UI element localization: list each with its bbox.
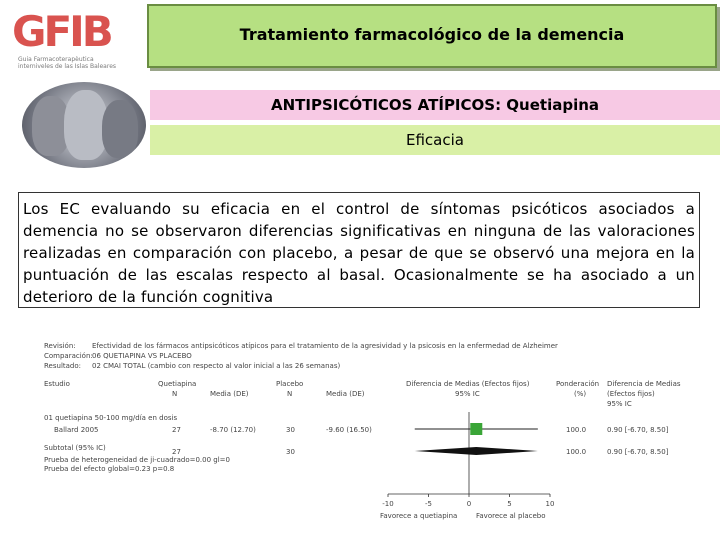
face-shape-right — [102, 100, 138, 158]
subtotal-label: Subtotal (95% IC) — [44, 444, 106, 452]
forest-plot — [0, 318, 720, 540]
subtotal-weight: 100.0 — [566, 448, 587, 456]
favours-right-label: Favorece al placebo — [476, 512, 546, 520]
header-placebo: Placebo — [276, 380, 304, 388]
slide-title: Tratamiento farmacológico de la demencia — [239, 24, 625, 44]
x-tick-label-2: 0 — [466, 500, 472, 508]
logo-subtitle-line2: interniveles de las Islas Baleares — [18, 63, 117, 70]
header-quetiapine: Quetiapina — [158, 380, 197, 388]
study-name: Ballard 2005 — [54, 426, 99, 434]
x-tick-label-1: -5 — [425, 500, 432, 508]
header-diff-ci: 95% IC — [455, 390, 480, 398]
drug-title: ANTIPSICÓTICOS ATÍPICOS: Quetiapina — [270, 96, 600, 114]
header-quetiapine-mean: Media (DE) — [210, 390, 249, 398]
header-diff2-b: (Efectos fijos) — [607, 390, 655, 398]
forest-plot-svg — [0, 318, 720, 540]
subtotal-q-n: 27 — [172, 448, 181, 456]
study-p-mean: -9.60 (16.50) — [326, 426, 372, 434]
review-text: Efectividad de los fármacos antipsicóticos atípicos para el tratamiento de la agresividad y la psicosis en la enfermedad de Alzheimer — [92, 342, 558, 350]
effect-plot-area — [382, 412, 554, 508]
study-p-n: 30 — [286, 426, 295, 434]
study-effect-square — [470, 423, 482, 435]
drug-title-bar — [150, 90, 720, 120]
header-diff: Diferencia de Medias (Efectos fijos) — [406, 380, 530, 388]
overall-effect-test: Prueba del efecto global=0.23 p=0.8 — [44, 465, 175, 473]
subtotal-p-n: 30 — [286, 448, 295, 456]
subtotal-ci: 0.90 [-6.70, 8.50] — [607, 448, 669, 456]
outcome-text: 02 CMAI TOTAL (cambio con respecto al valor inicial a las 26 semanas) — [92, 362, 341, 370]
header-diff2: Diferencia de Medias — [607, 380, 681, 388]
logo-prefix: G — [12, 7, 44, 56]
x-tick-label-3: 5 — [507, 500, 512, 508]
favours-left-label: Favorece a quetiapina — [380, 512, 458, 520]
logo-wordmark — [12, 6, 111, 58]
comparison-label: Comparación: — [44, 352, 93, 360]
header-study: Estudio — [44, 380, 70, 388]
logo-accent: FIB — [43, 7, 111, 56]
topic-title: Eficacia — [406, 131, 464, 149]
logo-subtitle-line1: Guia Farmacoterapèutica — [18, 56, 94, 63]
x-tick-label-0: -10 — [382, 500, 394, 508]
review-label: Revisión: — [44, 342, 76, 350]
header-placebo-n: N — [287, 390, 293, 398]
outcome-label: Resultado: — [44, 362, 82, 370]
x-axis-ticks — [382, 494, 554, 508]
x-tick-label-4: 10 — [545, 500, 555, 508]
study-q-n: 27 — [172, 426, 181, 434]
subgroup-label: 01 quetiapina 50-100 mg/día en dosis — [44, 414, 178, 422]
summary-box — [18, 192, 700, 308]
header-weight: Ponderación — [556, 380, 600, 388]
header-quetiapine-n: N — [172, 390, 178, 398]
study-q-mean: -8.70 (12.70) — [210, 426, 256, 434]
logo-subtitle — [18, 56, 138, 70]
header-placebo-mean: Media (DE) — [326, 390, 365, 398]
heterogeneity-test: Prueba de heterogeneidad de ji-cuadrado=0.00 gl=0 — [44, 456, 230, 464]
gfib-logo — [8, 6, 136, 76]
subtotal-diamond — [415, 447, 538, 455]
summary-paragraph: Los EC evaluando su eficacia en el control de síntomas psicóticos asociados a demencia no se observaron diferencias significativas en ninguna de las valoraciones realizadas en comparación con placebo, a pesar de que se observó una mejora en la puntuación de las escalas respecto al basal. Ocasionalmente se ha asociado a un deterioro de la función cognitiva — [23, 200, 695, 306]
study-weight: 100.0 — [566, 426, 587, 434]
slide-title-bar — [147, 4, 717, 68]
topic-bar — [150, 125, 720, 155]
header-weight-unit: (%) — [574, 390, 587, 398]
elderly-faces-image — [22, 82, 146, 168]
header-diff2-ci: 95% IC — [607, 400, 632, 408]
study-ci: 0.90 [-6.70, 8.50] — [607, 426, 669, 434]
comparison-text: 06 QUETIAPINA VS PLACEBO — [92, 352, 192, 360]
